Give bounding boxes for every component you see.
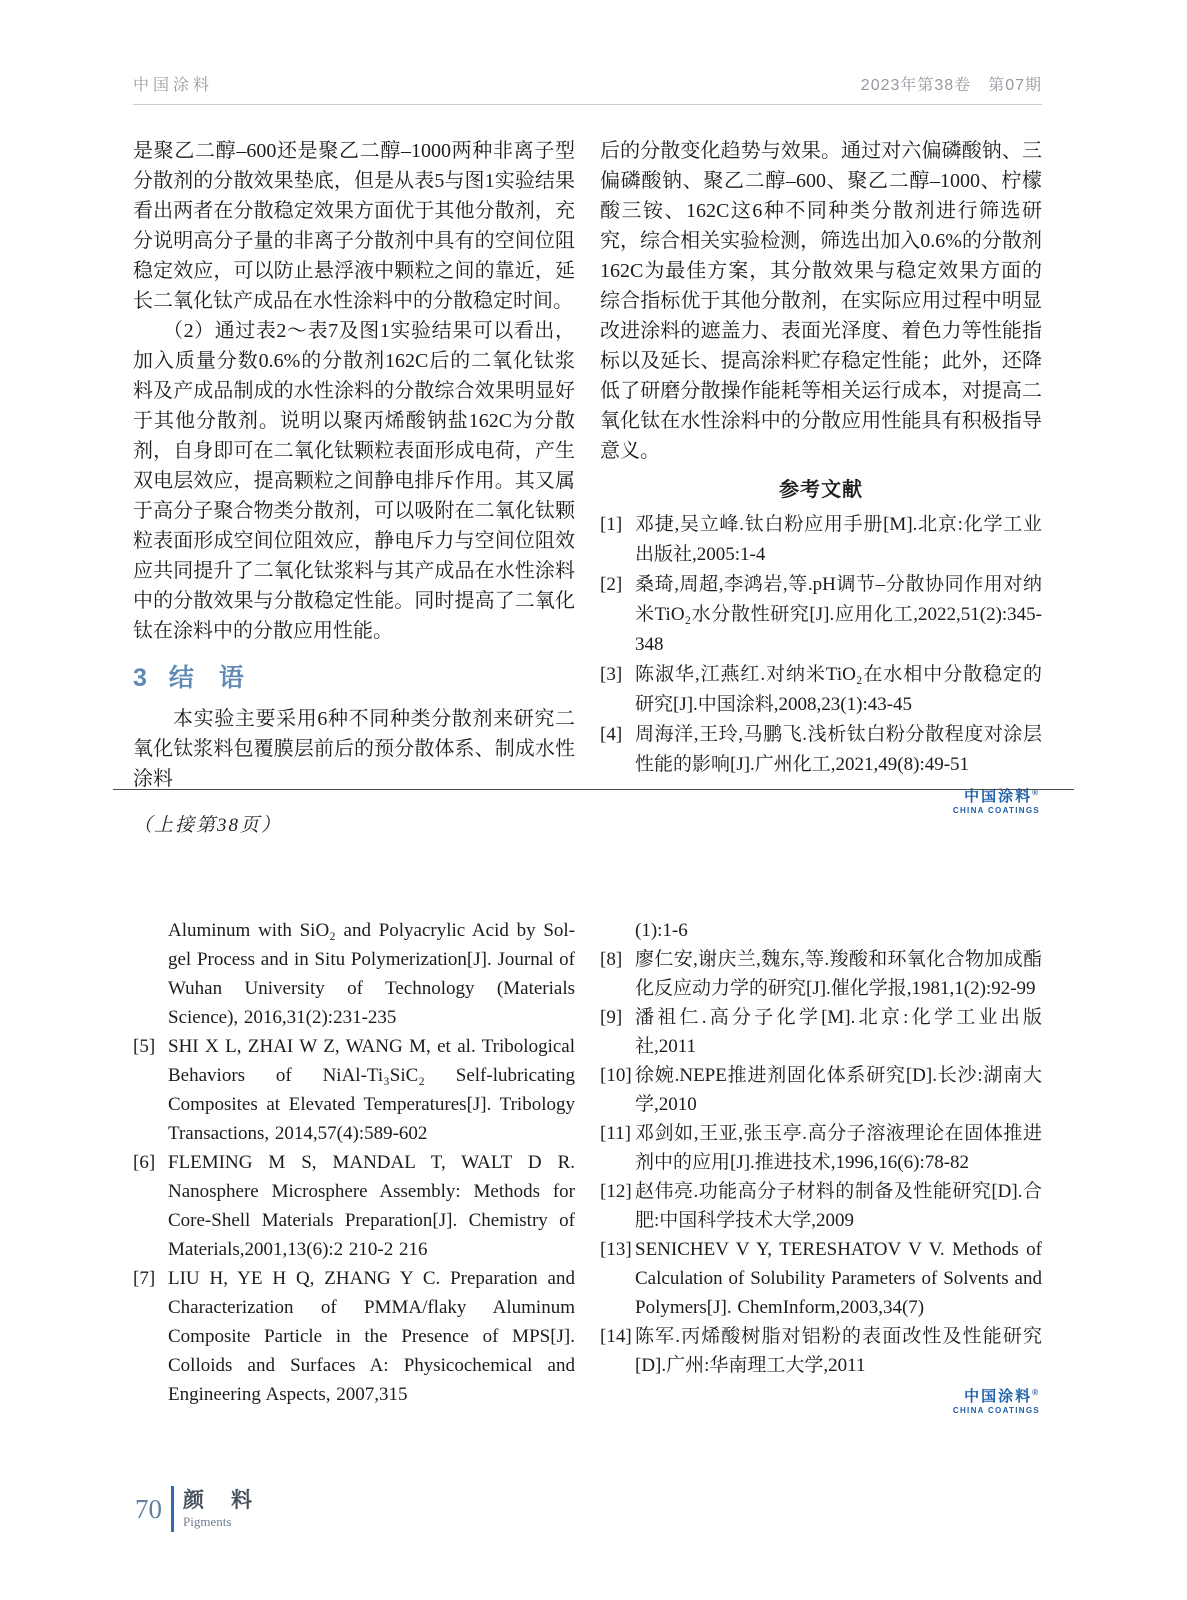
reference-text: 潘祖仁.高分子化学[M].北京:化学工业出版社,2011 — [635, 1007, 1042, 1057]
reference-item — [133, 1264, 575, 1409]
reference-continuation — [133, 916, 575, 1032]
page-number: 70 — [135, 1493, 162, 1524]
reference-item — [600, 1177, 1042, 1235]
reference-item — [600, 1061, 1042, 1119]
lower-right-column — [600, 916, 1042, 1416]
reference-text: SENICHEV V Y, TERESHATOV V V. Methods of Calculation of Solubility Parameters of Solvents and Polymers[J]. ChemInform,2003,34(7) — [635, 1239, 1042, 1318]
reference-text: 陈军.丙烯酸树脂对铝粉的表面改性及性能研究[D].广州:华南理工大学,2011 — [635, 1326, 1042, 1376]
page-footer — [135, 1486, 255, 1532]
reference-text: 周海洋,王玲,马鹏飞.浅析钛白粉分散程度对涂层性能的影响[J].广州化工,2021,49(8):49-51 — [635, 724, 1042, 775]
reference-item — [600, 660, 1042, 720]
reference-item — [600, 945, 1042, 1003]
reference-item — [133, 1148, 575, 1264]
reference-number: [9] — [600, 1007, 623, 1028]
reference-text: 邓剑如,王亚,张玉亭.高分子溶液理论在固体推进剂中的应用[J].推进技术,1996,16(6):78-82 — [635, 1123, 1042, 1173]
reference-text: 廖仁安,谢庆兰,魏东,等.羧酸和环氧化合物加成酯化反应动力学的研究[J].催化学报,1981,1(2):92-99 — [635, 949, 1042, 999]
upper-article-section — [133, 136, 1042, 816]
reference-number: [13] — [600, 1239, 632, 1260]
reference-continuation — [600, 916, 1042, 945]
reference-number: [12] — [600, 1181, 632, 1202]
reference-text: 赵伟亮.功能高分子材料的制备及性能研究[D].合肥:中国科学技术大学,2009 — [635, 1181, 1042, 1231]
reference-number: [1] — [600, 514, 623, 535]
paragraph-conclusion-continued: 后的分散变化趋势与效果。通过对六偏磷酸钠、三偏磷酸钠、聚乙二醇–600、聚乙二醇–1000、柠檬酸三铵、162C这6种不同种类分散剂进行筛选研究，综合相关实验检测，筛选出加入0.6%的分散剂162C为最佳方案，其分散效果与稳定效果方面的综合指标优于其他分散剂，在实际应用过程中明显改进涂料的遮盖力、表面光泽度、着色力等性能指标以及延长、提高涂料贮存稳定性能；此外，还降低了研磨分散操作能耗等相关运行成本，对提高二氧化钛在水性涂料中的分散应用性能具有积极指导意义。 — [600, 140, 1042, 462]
reference-item — [600, 1119, 1042, 1177]
reference-text: SHI X L, ZHAI W Z, WANG M, et al. Tribological Behaviors of NiAl-Ti₃SiC₂ Self-lubricating Composites at Elevated Temperatures[J]. Tribology Transactions, 2014,57(4):589-602 — [168, 1036, 575, 1144]
reference-item — [600, 1003, 1042, 1061]
reference-item — [600, 1235, 1042, 1322]
reference-item — [600, 720, 1042, 780]
section-divider-line — [113, 789, 1074, 790]
paragraph-dispersant-analysis: 是聚乙二醇–600还是聚乙二醇–1000两种非离子型分散剂的分散效果垫底，但是从表5与图1实验结果看出两者在分散稳定效果方面优于其他分散剂，充分说明高分子量的非离子分散剂中具有的空间位阻稳定效应，可以防止悬浮液中颗粒之间的靠近，延长二氧化钛产成品在水性涂料中的分散稳定时间。 — [133, 140, 575, 312]
registered-mark: ® — [1032, 1388, 1040, 1397]
lower-references-section — [133, 916, 1042, 1416]
reference-item — [600, 570, 1042, 660]
section-title: 结 语 — [168, 664, 244, 692]
reference-number: [7] — [133, 1268, 156, 1289]
china-coatings-logo — [600, 1385, 1042, 1416]
paragraph-conclusion-intro: 本实验主要采用6种不同种类分散剂来研究二氧化钛浆料包覆膜层前后的预分散体系、制成水性涂料 — [133, 708, 575, 790]
logo-chinese-text: 中国涂料® — [964, 1388, 1040, 1405]
paragraph-conclusion-point2: （2）通过表2～表7及图1实验结果可以看出，加入质量分数0.6%的分散剂162C后的二氧化钛浆料及产成品制成的水性涂料的分散综合效果明显好于其他分散剂。说明以聚丙烯酸钠盐162C为分散剂，自身即可在二氧化钛颗粒表面形成电荷，产生双电层效应，提高颗粒之间静电排斥作用。其又属于高分子聚合物类分散剂，可以吸附在二氧化钛颗粒表面形成空间位阻效应，静电斥力与空间位阻效应共同提升了二氧化钛浆料与其产成品在水性涂料中的分散效果与分散稳定性能。同时提高了二氧化钛在涂料中的分散应用性能。 — [133, 320, 575, 642]
reference-text: LIU H, YE H Q, ZHANG Y C. Preparation and Characterization of PMMA/flaky Aluminum Composite Particle in the Presence of MPS[J]. Colloids and Surfaces A: Physicochemical and Engineering Aspects, 2007,315 — [168, 1268, 575, 1405]
reference-number: [2] — [600, 574, 623, 595]
reference-item — [600, 1322, 1042, 1380]
references-title: 参考文献 — [779, 479, 863, 501]
upper-left-column — [133, 136, 575, 816]
reference-number: [5] — [133, 1036, 156, 1057]
journal-name: 中国涂料 — [133, 77, 214, 94]
logo-english-text: CHINA COATINGS — [952, 1406, 1040, 1415]
reference-text: 陈淑华,江燕红.对纳米TiO₂在水相中分散稳定的研究[J].中国涂料,2008,23(1):43-45 — [635, 664, 1042, 715]
upper-right-column — [600, 136, 1042, 816]
footer-section-cn: 颜 料 — [183, 1489, 255, 1512]
continuation-note: （上接第38页） — [133, 815, 283, 836]
reference-item — [600, 510, 1042, 570]
registered-mark: ® — [1032, 788, 1040, 797]
page-header — [133, 72, 1042, 105]
reference-text: 桑琦,周超,李鸿岩,等.pH调节–分散协同作用对纳米TiO₂水分散性研究[J].应用化工,2022,51(2):345-348 — [635, 574, 1042, 655]
reference-text: Aluminum with SiO₂ and Polyacrylic Acid by Sol-gel Process and in Situ Polymerization[J]. Journal of Wuhan University of Technology (Materials Science), 2016,31(2):231-235 — [168, 920, 575, 1028]
logo-chinese-text: 中国涂料® — [964, 788, 1040, 805]
footer-divider-bar — [171, 1486, 174, 1532]
reference-number: [10] — [600, 1065, 632, 1086]
lower-left-column — [133, 916, 575, 1416]
section-number: 3 — [133, 664, 147, 692]
reference-number: [4] — [600, 724, 623, 745]
reference-text: FLEMING M S, MANDAL T, WALT D R. Nanosphere Microsphere Assembly: Methods for Core-Shell Materials Preparation[J]. Chemistry of Materials,2001,13(6):2 210-2 216 — [168, 1152, 575, 1260]
logo-english-text: CHINA COATINGS — [952, 806, 1040, 815]
issue-info: 2023年第38卷 第07期 — [860, 77, 1042, 94]
reference-number: [6] — [133, 1152, 156, 1173]
reference-number: [3] — [600, 664, 623, 685]
footer-section — [183, 1488, 255, 1530]
reference-number: [14] — [600, 1326, 632, 1347]
reference-text: (1):1-6 — [635, 920, 688, 941]
reference-text: 邓捷,吴立峰.钛白粉应用手册[M].北京:化学工业出版社,2005:1-4 — [635, 514, 1042, 565]
reference-number: [11] — [600, 1123, 631, 1144]
section-3-heading — [133, 660, 575, 696]
reference-text: 徐婉.NEPE推进剂固化体系研究[D].长沙:湖南大学,2010 — [635, 1065, 1042, 1115]
reference-item — [133, 1032, 575, 1148]
footer-section-en: Pigments — [183, 1514, 232, 1529]
reference-number: [8] — [600, 949, 623, 970]
